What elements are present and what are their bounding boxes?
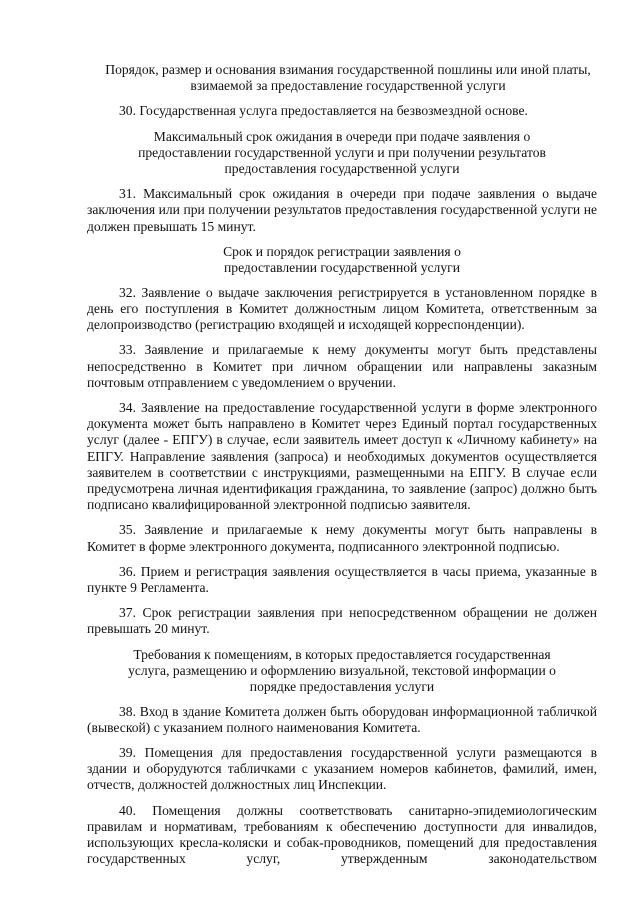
paragraph-34: 34. Заявление на предоставление государственной услуги в форме электронного документа может быть направлено в Комитет через Единый портал государственных услуг (далее - ЕПГУ) в случае, если заявитель имеет доступ к «Личному кабинету» на ЕПГУ. Направление заявления (запроса) и необходимых документов осуществляется заявителем в соответствии с инструкциями, размещенными на ЕПГУ. В случае если предусмотрена личная идентификация гражданина, то заявление (запрос) должно быть подписано квалифицированной электронной подписью заявителя. <box>87 400 597 513</box>
paragraph-38: 38. Вход в здание Комитета должен быть оборудован информационной табличкой (вывеской) с указанием полного наименования Комитета. <box>87 703 597 735</box>
paragraph-30: 30. Государственная услуга предоставляется на безвозмездной основе. <box>119 103 528 118</box>
heading-fee: Порядок, размер и основания взимания государственной пошлины или иной платы, взимаемой за предоставление государственной услуги <box>105 62 591 93</box>
paragraph-35: 35. Заявление и прилагаемые к нему документы могут быть направлены в Комитет в форме электронного документа, подписанного электронной подписью. <box>87 522 597 554</box>
heading-registration: Срок и порядок регистрации заявления о предоставлении государственной услуги <box>223 243 461 275</box>
paragraph-32: 32. Заявление о выдаче заключения регистрируется в установленном порядке в день его поступления в Комитет должностным лицом Комитета, ответственным за делопроизводство (регистрацию входящей и исходящей корреспонденции). <box>87 284 597 333</box>
heading-premises: Требования к помещениям, в которых предоставляется государственная услуга, размещению и оформлению визуальной, текстовой информации о порядке предоставления услуги <box>128 646 556 694</box>
paragraph-31: 31. Максимальный срок ожидания в очереди при подаче заявления о выдаче заключения или при получении результатов предоставления государственной услуги не должен превышать 15 минут. <box>87 186 597 234</box>
paragraph-36: 36. Прием и регистрация заявления осуществляется в часы приема, указанные в пункте 9 Регламента. <box>87 563 597 596</box>
paragraph-39: 39. Помещения для предоставления государственной услуги размещаются в здании и оборудуются табличками с указанием номеров кабинетов, фамилий, имен, отчеств, должностей должностных лиц Инспекции. <box>87 745 597 793</box>
paragraph-40: 40. Помещения должны соответствовать санитарно-эпидемиологическим правилам и нормативам, требованиям к обеспечению доступности для инвалидов, использующих кресла-коляски и собак-проводников, помещений для предоставления государственных услуг, утвержденным законодательством <box>87 802 597 867</box>
paragraph-37: 37. Срок регистрации заявления при непосредственном обращении не должен превышать 20 минут. <box>87 605 597 637</box>
paragraph-33: 33. Заявление и прилагаемые к нему документы могут быть представлены непосредственно в Комитет при личном обращении или направлены заказным почтовым отправлением с уведомлением о вручении. <box>87 342 597 390</box>
heading-wait: Максимальный срок ожидания в очереди при подаче заявления о предоставлении государственной услуги и при получении результатов предоставления государственной услуги <box>138 129 546 177</box>
